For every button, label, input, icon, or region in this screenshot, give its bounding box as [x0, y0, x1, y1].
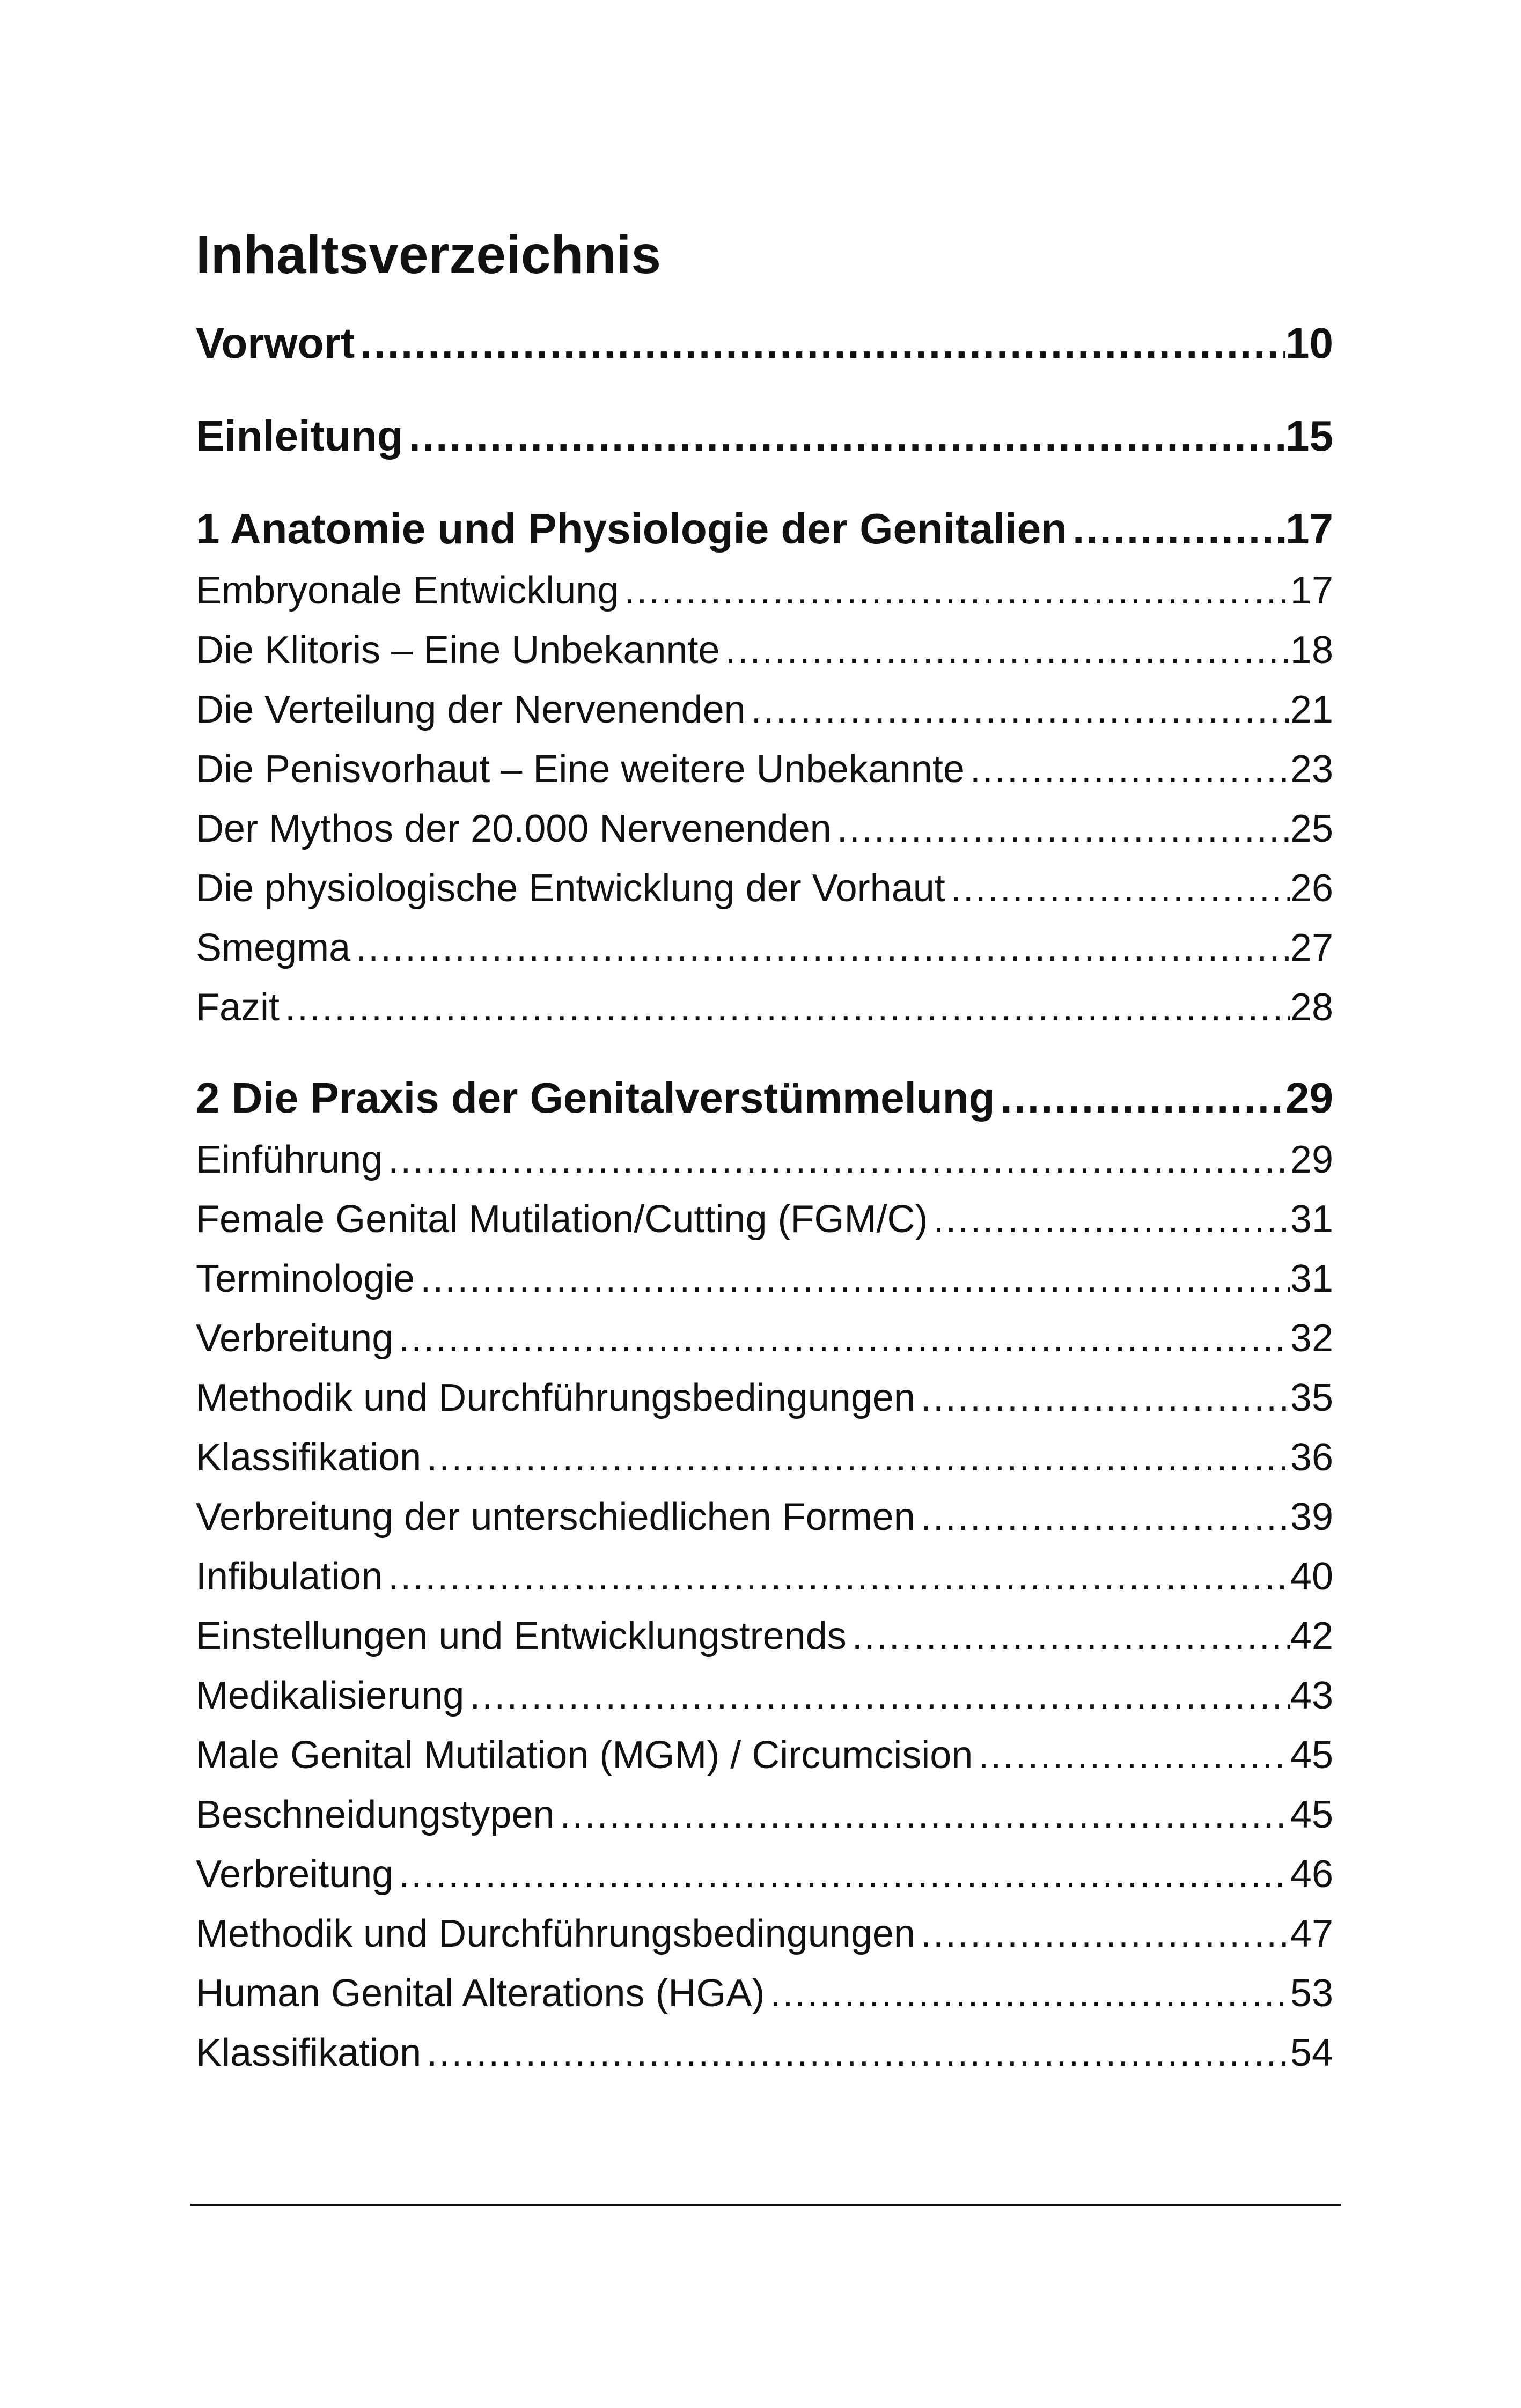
dot-leader [383, 1547, 1290, 1607]
toc-entry-title: Verbreitung [196, 1317, 394, 1360]
dot-leader [355, 311, 1285, 375]
toc-page-number: 40 [1290, 1555, 1333, 1598]
toc-section-entry[interactable] [196, 1130, 1333, 1190]
toc-entry-title: Einstellungen und Entwicklungstrends [196, 1615, 847, 1658]
toc-page-number: 39 [1290, 1496, 1333, 1538]
toc-section-entry[interactable] [196, 1547, 1333, 1607]
dot-leader [280, 978, 1290, 1037]
dot-leader [945, 859, 1290, 918]
toc-page-number: 42 [1290, 1615, 1333, 1658]
dot-leader [847, 1607, 1290, 1666]
toc-entry-title: Terminologie [196, 1257, 415, 1300]
dot-leader [915, 1487, 1290, 1547]
toc-entry-title: Embryonale Entwicklung [196, 569, 619, 612]
toc-chapter-entry[interactable] [196, 1066, 1333, 1130]
toc-section-entry[interactable] [196, 1190, 1333, 1249]
toc-page-number: 17 [1290, 569, 1333, 612]
dot-leader [421, 1428, 1290, 1487]
toc-entry-title: Einleitung [196, 412, 403, 460]
toc-page-number: 31 [1290, 1257, 1333, 1300]
toc-entry-title: Methodik und Durchführungsbedingungen [196, 1376, 915, 1419]
toc-section-entry[interactable] [196, 1845, 1333, 1904]
toc-entry-title: Male Genital Mutilation (MGM) / Circumcision [196, 1734, 973, 1777]
toc-section-entry[interactable] [196, 1726, 1333, 1785]
dot-leader [393, 1309, 1290, 1368]
toc-page-number: 18 [1290, 629, 1333, 672]
toc-page-number: 25 [1290, 807, 1333, 850]
toc-section-entry[interactable] [196, 1249, 1333, 1309]
toc-page-number: 10 [1285, 319, 1333, 367]
dot-leader [555, 1785, 1290, 1845]
toc-entry-title: Die Penisvorhaut – Eine weitere Unbekannte [196, 748, 965, 791]
dot-leader [915, 1904, 1290, 1964]
dot-leader [765, 1964, 1290, 2023]
toc-section-entry[interactable] [196, 621, 1333, 680]
toc-page-number: 53 [1290, 1972, 1333, 2015]
toc-page-number: 27 [1290, 926, 1333, 969]
toc-page-number: 36 [1290, 1436, 1333, 1479]
dot-leader [393, 1845, 1290, 1904]
toc-section-entry[interactable] [196, 918, 1333, 978]
dot-leader [965, 740, 1290, 799]
toc-page-number: 47 [1290, 1912, 1333, 1955]
toc-page-number: 45 [1290, 1793, 1333, 1836]
toc-page-number: 15 [1285, 412, 1333, 460]
toc-section-entry[interactable] [196, 2023, 1333, 2083]
toc-page-number: 26 [1290, 867, 1333, 910]
toc-page-number: 28 [1290, 986, 1333, 1029]
dot-leader [915, 1368, 1290, 1428]
toc-section-entry[interactable] [196, 680, 1333, 740]
toc-list [196, 311, 1333, 2083]
dot-leader [383, 1130, 1290, 1190]
toc-section-entry[interactable] [196, 1368, 1333, 1428]
dot-leader [421, 2023, 1290, 2083]
toc-page-number: 32 [1290, 1317, 1333, 1360]
toc-entry-title: Infibulation [196, 1555, 383, 1598]
toc-entry-title: Die Verteilung der Nervenenden [196, 688, 746, 731]
toc-section-entry[interactable] [196, 978, 1333, 1037]
toc-entry-title: Klassifikation [196, 2031, 422, 2074]
toc-page-number: 29 [1285, 1074, 1333, 1122]
toc-page-number: 35 [1290, 1376, 1333, 1419]
toc-section-entry[interactable] [196, 1964, 1333, 2023]
dot-leader [403, 404, 1285, 468]
toc-entry-title: Methodik und Durchführungsbedingungen [196, 1912, 915, 1955]
dot-leader [464, 1666, 1290, 1726]
toc-section-entry[interactable] [196, 1487, 1333, 1547]
dot-leader [720, 621, 1290, 680]
dot-leader [350, 918, 1290, 978]
toc-entry-title: Fazit [196, 986, 280, 1029]
toc-page-number: 31 [1290, 1198, 1333, 1241]
toc-entry-title: Beschneidungstypen [196, 1793, 555, 1836]
toc-page-number: 17 [1285, 505, 1333, 553]
toc-page-number: 45 [1290, 1734, 1333, 1777]
toc-entry-title: Klassifikation [196, 1436, 422, 1479]
toc-chapter-entry[interactable] [196, 404, 1333, 468]
toc-section-entry[interactable] [196, 740, 1333, 799]
toc-section-entry[interactable] [196, 799, 1333, 859]
toc-entry-title: Die physiologische Entwicklung der Vorhaut [196, 867, 945, 910]
toc-entry-title: Smegma [196, 926, 351, 969]
toc-entry-title: Verbreitung der unterschiedlichen Formen [196, 1496, 915, 1538]
toc-section-entry[interactable] [196, 1785, 1333, 1845]
dot-leader [995, 1066, 1285, 1130]
dot-leader [619, 561, 1290, 621]
dot-leader [415, 1249, 1290, 1309]
toc-page-number: 23 [1290, 748, 1333, 791]
toc-page-number: 29 [1290, 1138, 1333, 1181]
toc-chapter-entry[interactable] [196, 497, 1333, 561]
toc-entry-title: 1 Anatomie und Physiologie der Genitalien [196, 505, 1067, 553]
toc-entry-title: Einführung [196, 1138, 383, 1181]
toc-section-entry[interactable] [196, 1309, 1333, 1368]
dot-leader [746, 680, 1290, 740]
toc-section-entry[interactable] [196, 859, 1333, 918]
dot-leader [928, 1190, 1290, 1249]
toc-entry-title: Die Klitoris – Eine Unbekannte [196, 629, 720, 672]
toc-section-entry[interactable] [196, 1666, 1333, 1726]
toc-section-entry[interactable] [196, 561, 1333, 621]
toc-page-number: 46 [1290, 1853, 1333, 1896]
dot-leader [1067, 497, 1285, 561]
toc-title: Inhaltsverzeichnis [196, 225, 661, 285]
toc-chapter-entry[interactable] [196, 311, 1333, 375]
toc-page-number: 54 [1290, 2031, 1333, 2074]
toc-entry-title: Female Genital Mutilation/Cutting (FGM/C) [196, 1198, 928, 1241]
footer-rule [190, 2204, 1341, 2206]
toc-section-entry[interactable] [196, 1904, 1333, 1964]
toc-section-entry[interactable] [196, 1428, 1333, 1487]
toc-entry-title: Der Mythos der 20.000 Nervenenden [196, 807, 832, 850]
dot-leader [973, 1726, 1290, 1785]
toc-entry-title: Human Genital Alterations (HGA) [196, 1972, 765, 2015]
toc-entry-title: Verbreitung [196, 1853, 394, 1896]
toc-entry-title: 2 Die Praxis der Genitalverstümmelung [196, 1074, 995, 1122]
toc-page-number: 21 [1290, 688, 1333, 731]
dot-leader [832, 799, 1290, 859]
toc-section-entry[interactable] [196, 1607, 1333, 1666]
toc-entry-title: Vorwort [196, 319, 355, 367]
toc-page-number: 43 [1290, 1674, 1333, 1717]
toc-entry-title: Medikalisierung [196, 1674, 465, 1717]
